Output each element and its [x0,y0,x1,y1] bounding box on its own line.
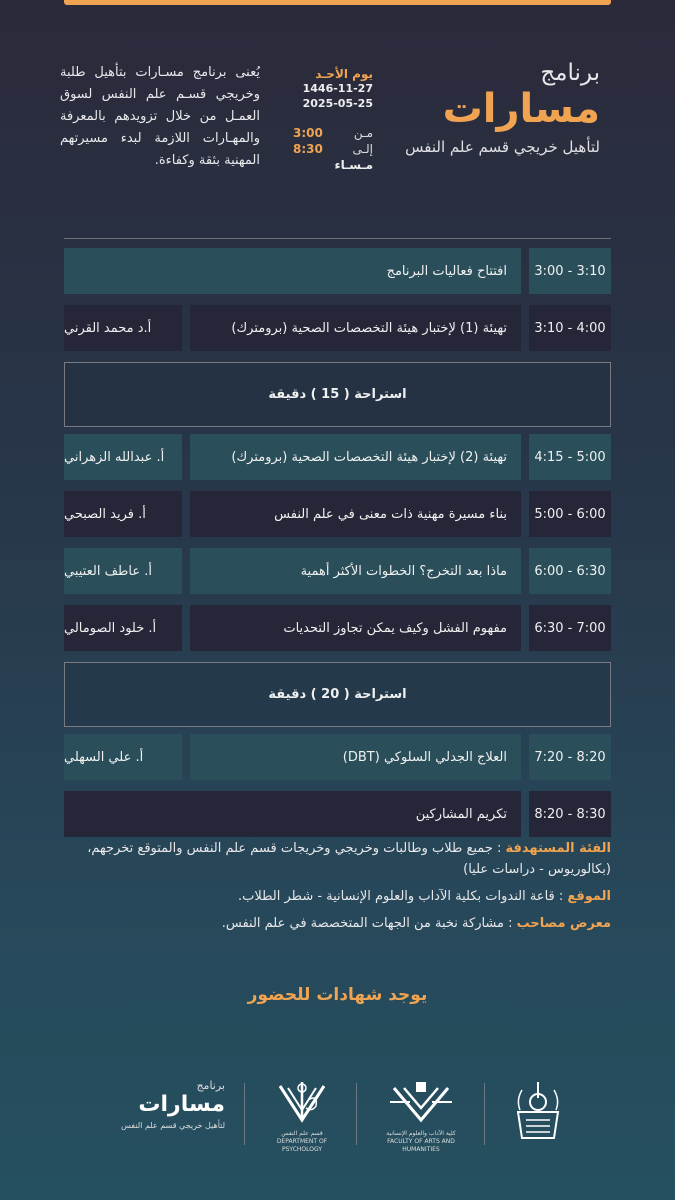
from-time: 3:00 [293,126,323,140]
session-speaker: أ. عاطف العتيبي [64,548,182,594]
gregorian-date: 2025-05-25 [302,97,373,110]
top-accent-bar [64,0,611,5]
location-label: الموقع [567,889,611,904]
brand-subtitle: لتأهيل خريجي قسم علم النفس [405,138,600,156]
expo-line [51,913,611,934]
session-time: 3:00 - 3:10 [529,248,611,294]
session-time: 4:15 - 5:00 [529,434,611,480]
schedule-row [64,548,611,594]
session-speaker: أ. علي السهلي [64,734,182,780]
certificates-note: يوجد شهادات للحضور [247,985,428,1005]
masarat-logo-title: مسارات [138,1092,225,1117]
audience-label: الفئة المستهدفة [505,841,611,856]
hijri-date: 1446-11-27 [302,82,373,95]
schedule-row [64,605,611,651]
program-brand [400,60,600,156]
from-label: مـن [353,126,373,140]
location-line [51,886,611,907]
brand-title: مسارات [442,86,600,132]
session-title: ماذا بعد التخرج؟ الخطوات الأكثر أهمية [190,548,521,594]
arts-logo-en: FACULTY OF ARTS AND HUMANITIES [387,1138,455,1153]
audience-line [51,838,611,880]
session-speaker: أ. خلود الصومالي [64,605,182,651]
break-row: استراحة ( 15 ) دقيقة [64,362,611,427]
masarat-logo-small: برنامج [196,1079,225,1092]
session-speaker: أ. فريد الصبحي [64,491,182,537]
session-time: 6:30 - 7:00 [529,605,611,651]
session-speaker: أ. عبدالله الزهراني [64,434,182,480]
schedule-row [64,434,611,480]
event-info [51,838,611,940]
arts-logo-ar: كلية الآداب والعلوم الإنسانية [386,1130,456,1137]
divider [64,238,611,239]
schedule-table [64,248,611,848]
event-day: يوم الأحـد [315,67,373,81]
masarat-logo-sub: لتأهيل خريجي قسم علم النفس [121,1121,225,1130]
expo-text: : مشاركة نخبة من الجهات المتخصصة في علم النفس. [221,916,517,931]
session-time: 6:00 - 6:30 [529,548,611,594]
logo-divider [484,1083,485,1145]
session-title: بناء مسيرة مهنية ذات معنى في علم النفس [190,491,521,537]
arts-faculty-logo [375,1080,467,1154]
session-time: 5:00 - 6:00 [529,491,611,537]
psychology-logo-en: DEPARTMENT OF PSYCHOLOGY [276,1138,328,1153]
session-title: تهيئة (1) لإختبار هيئة التخصصات الصحية (برومترك) [190,305,521,351]
session-title: تهيئة (2) لإختبار هيئة التخصصات الصحية (برومترك) [190,434,521,480]
session-time: 8:20 - 8:30 [529,791,611,837]
to-label: إلـى [352,142,373,156]
psychology-logo-ar: قسم علم النفس [281,1130,323,1137]
period-label: مـسـاء [334,158,373,172]
to-time: 8:30 [293,142,323,156]
session-time: 7:20 - 8:20 [529,734,611,780]
psychology-emblem-icon [272,1080,332,1126]
schedule-row [64,248,611,294]
location-text: : قاعة الندوات بكلية الآداب والعلوم الإنسانية - شطر الطلاب. [237,889,568,904]
expo-label: معرض مصاحب [516,916,611,931]
date-time-block [293,67,373,173]
program-description: يُعنى برنامج مسـارات بتأهيل طلبة وخريجي قسـم علم النفس لسوق العمـل من خلال تزويدهم بالمعرفة والمهـارات اللازمة لبدء مسيرتهم المهنية بثقة وكفاءة. [60,65,260,168]
brand-small-title: برنامج [540,60,600,86]
university-logo [508,1080,568,1150]
session-title: العلاج الجدلي السلوكي (DBT) [190,734,521,780]
session-time: 3:10 - 4:00 [529,305,611,351]
logo-divider [356,1083,357,1145]
schedule-row [64,305,611,351]
session-title: تكريم المشاركين [64,791,521,837]
masarat-logo [110,1079,225,1130]
logo-strip [0,1075,675,1155]
audience-text: : جميع طلاب وطالبات وخريجي وخريجات قسم علم النفس والمتوقع تخرجهم، (بكالوريوس - دراسات عليا) [87,841,611,877]
schedule-row [64,491,611,537]
arts-faculty-emblem-icon [386,1080,456,1126]
schedule-row [64,791,611,837]
break-row: استراحة ( 20 ) دقيقة [64,662,611,727]
session-title: افتتاح فعاليات البرنامج [64,248,521,294]
header [0,52,675,202]
university-emblem-icon [512,1080,564,1146]
schedule-row [64,734,611,780]
session-speaker: أ.د محمد القرني [64,305,182,351]
logo-divider [244,1083,245,1145]
session-title: مفهوم الفشل وكيف يمكن تجاوز التحديات [190,605,521,651]
psychology-department-logo [262,1080,342,1154]
